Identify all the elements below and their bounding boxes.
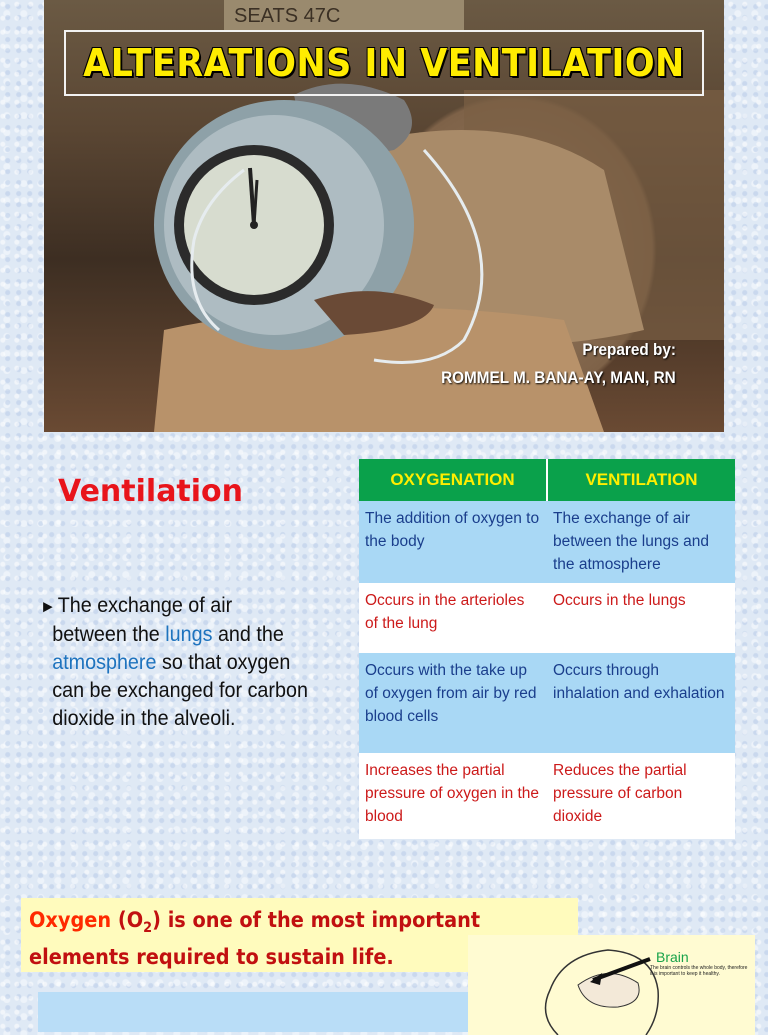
formula-subscript: 2 [143,920,153,937]
table-cell: Occurs in the arterioles of the lung [359,583,547,653]
definition-line-5: dioxide in the alveoli. [52,707,236,730]
ventilation-definition [40,592,322,733]
slide-title: ALTERATIONS IN VENTILATION [83,41,685,85]
brain-illustration [468,935,755,1035]
bullet-arrow-icon: ► [40,597,56,616]
oxygen-line-1: Oxygen $(O_2)$ is one of the most important [29,908,481,937]
title-frame [64,30,704,96]
blue-panel [38,992,468,1032]
definition-line-1: ►The exchange of air [40,594,233,617]
table-cell: Occurs in the lungs [547,583,735,653]
brain-label: Brain [656,949,689,965]
definition-line-2: between the lungs and the [52,623,284,646]
table-cell: Increases the partial pressure of oxygen in the blood [359,753,547,839]
table-cell: Reduces the partial pressure of carbon dioxide [547,753,735,839]
author-name: ROMMEL M. BANA-AY, MAN, RN [441,368,676,387]
definition-line-3: atmosphere so that oxygen [52,651,291,674]
table-row [359,653,735,753]
seat-sign-text: SEATS 47C [234,5,341,27]
table-cell: The addition of oxygen to the body [359,501,547,583]
title-slide [44,0,724,432]
table-row [359,583,735,653]
table-cell: Occurs through inhalation and exhalation [547,653,735,753]
table-cell: The exchange of air between the lungs and the atmosphere [547,501,735,583]
definition-line-4: can be exchanged for carbon [52,679,308,702]
header-oxygenation: OXYGENATION [359,459,547,501]
table-row [359,753,735,839]
highlight-lungs: lungs [165,623,213,646]
brain-note: The brain controls the whole body, therefore it is important to keep it healthy. [650,965,748,977]
comparison-table [359,459,735,839]
table-cell: Occurs with the take up of oxygen from air by red blood cells [359,653,547,753]
table-row [359,501,735,583]
highlight-atmosphere: atmosphere [52,651,157,674]
head-outline-icon [468,935,755,1035]
ventilation-heading: Ventilation [58,474,244,509]
prepared-by-label: Prepared by: [582,340,676,359]
table-header-row [359,459,735,501]
oxygen-line-2: elements required to sustain life. [29,945,394,970]
header-ventilation: VENTILATION [547,459,735,501]
oxygen-word: Oxygen [29,908,112,932]
